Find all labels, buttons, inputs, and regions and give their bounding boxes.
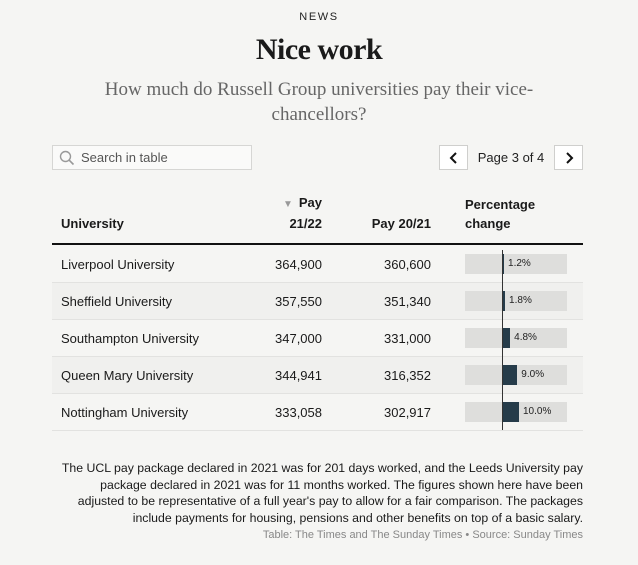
cell-pay-2122: 347,000 <box>275 331 322 346</box>
previous-page-button[interactable] <box>439 145 468 170</box>
bar-zero-axis <box>502 250 503 430</box>
page-title: Nice work <box>255 33 383 66</box>
table-row <box>52 357 583 394</box>
pct-bar-track <box>465 291 567 311</box>
cell-pay-2122: 344,941 <box>275 368 322 383</box>
cell-pay-2021: 302,917 <box>384 405 431 420</box>
table-row <box>52 320 583 357</box>
column-header-pay-2122[interactable] <box>283 193 322 233</box>
pct-bar-label: 10.0% <box>523 406 552 417</box>
pct-bar-label: 1.2% <box>508 258 531 269</box>
pct-bar-track <box>465 328 567 348</box>
cell-university: Southampton University <box>61 331 200 346</box>
chevron-left-icon <box>449 152 459 164</box>
footnote: The UCL pay package declared in 2021 was for 201 days worked, and the Leeds University pay package declared in 2021 was for 11 months worked. The figures shown here have been adjusted to be representative of a full year's pay to allow for a fair comparison. The packages include payments for housing, pensions and other benefits on top of a basic salary. <box>61 461 583 525</box>
pct-bar-track <box>465 365 567 385</box>
cell-university: Nottingham University <box>61 405 189 420</box>
table-row <box>52 283 583 320</box>
pay-header-line1: Pay <box>298 195 322 210</box>
cell-pay-2122: 364,900 <box>275 257 322 272</box>
search-input[interactable] <box>81 150 241 165</box>
pct-bar <box>502 365 517 385</box>
pct-bar-track <box>465 254 567 274</box>
cell-pay-2021: 316,352 <box>384 368 431 383</box>
cell-university: Queen Mary University <box>61 368 194 383</box>
cell-pay-2122: 357,550 <box>275 294 322 309</box>
table-body <box>52 246 583 431</box>
next-page-button[interactable] <box>554 145 583 170</box>
pay-header-line2: 21/22 <box>289 216 322 231</box>
pagination <box>439 145 583 170</box>
pct-bar-label: 9.0% <box>521 369 545 380</box>
pct-bar-track <box>465 402 567 422</box>
pct-bar <box>502 402 519 422</box>
cell-university: Liverpool University <box>61 257 175 272</box>
table-header <box>52 195 583 245</box>
cell-pay-2021: 360,600 <box>384 257 431 272</box>
table-row <box>52 394 583 431</box>
column-header-university[interactable]: University <box>61 216 124 231</box>
section-kicker: NEWS <box>299 11 339 23</box>
pct-bar-label: 4.8% <box>514 332 537 343</box>
page-indicator: Page 3 of 4 <box>477 150 545 165</box>
search-icon <box>59 150 75 166</box>
search-box[interactable] <box>52 145 252 170</box>
page-subtitle: How much do Russell Group universities pay their vice-chancellors? <box>104 79 534 125</box>
cell-pay-2021: 351,340 <box>384 294 431 309</box>
pct-bar-label: 1.8% <box>509 295 532 306</box>
sort-descending-icon: ▼ <box>282 199 293 210</box>
cell-pay-2021: 331,000 <box>384 331 431 346</box>
watermark-logo <box>518 522 638 565</box>
column-header-pay-2021[interactable]: Pay 20/21 <box>371 216 431 231</box>
source-credit: Table: The Times and The Sunday Times • Source: Sunday Times <box>262 529 583 541</box>
column-header-percentage-change[interactable] <box>465 195 535 233</box>
pct-bar <box>502 328 510 348</box>
pct-header-line2: change <box>465 216 511 231</box>
cell-pay-2122: 333,058 <box>275 405 322 420</box>
cell-university: Sheffield University <box>61 294 173 309</box>
table-row <box>52 246 583 283</box>
chevron-right-icon <box>564 152 574 164</box>
pct-header-line1: Percentage <box>465 197 536 212</box>
